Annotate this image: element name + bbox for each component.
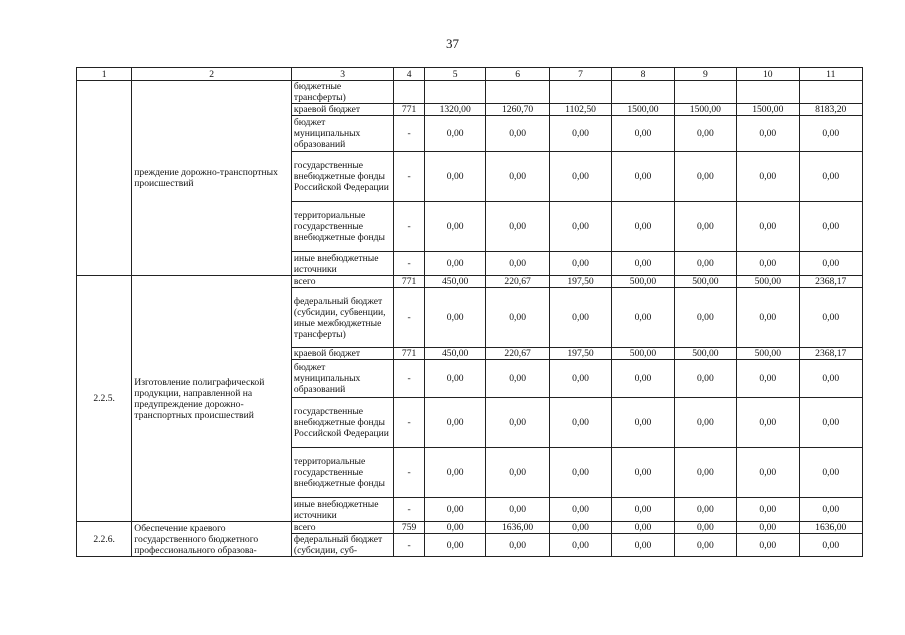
amount-cell: 0,00 [612,288,674,348]
amount-cell: 0,00 [486,152,549,202]
amount-cell: 0,00 [549,522,611,534]
amount-cell: 450,00 [424,348,485,360]
budget-table [76,67,863,557]
ministry-code: - [394,360,425,398]
amount-cell: 0,00 [674,252,736,276]
amount-cell: 0,00 [799,152,862,202]
amount-cell: 0,00 [486,288,549,348]
amount-cell [612,81,674,104]
ministry-code [394,81,425,104]
amount-cell [486,81,549,104]
ministry-code: - [394,448,425,498]
column-header: 1 [77,68,132,81]
amount-cell: 0,00 [674,152,736,202]
amount-cell: 0,00 [486,116,549,152]
amount-cell: 0,00 [486,360,549,398]
amount-cell: 0,00 [549,398,611,448]
amount-cell: 0,00 [424,534,485,557]
amount-cell: 0,00 [799,534,862,557]
amount-cell: 0,00 [549,360,611,398]
amount-cell: 1260,70 [486,104,549,116]
amount-cell: 0,00 [486,498,549,522]
amount-cell: 500,00 [674,348,736,360]
amount-cell [549,81,611,104]
amount-cell: 2368,17 [799,348,862,360]
amount-cell: 500,00 [612,276,674,288]
amount-cell: 0,00 [674,288,736,348]
amount-cell: 8183,20 [799,104,862,116]
funding-source: федеральный бюджет (субсидии, субвенции, иные межбюджетные трансферты) [291,288,393,348]
amount-cell: 0,00 [612,498,674,522]
table-row [77,522,863,534]
amount-cell: 0,00 [549,116,611,152]
column-header: 3 [291,68,393,81]
column-header: 9 [674,68,736,81]
column-header: 6 [486,68,549,81]
funding-source: краевой бюджет [291,104,393,116]
funding-source: всего [291,522,393,534]
funding-source: бюджетные трансферты) [291,81,393,104]
column-header: 4 [394,68,425,81]
amount-cell: 0,00 [424,498,485,522]
amount-cell: 197,50 [549,348,611,360]
amount-cell: 0,00 [486,252,549,276]
amount-cell: 0,00 [799,202,862,252]
item-code: 2.2.5. [77,276,132,522]
table-row [77,276,863,288]
column-header: 8 [612,68,674,81]
column-number-row [77,68,863,81]
amount-cell [424,81,485,104]
amount-cell: 0,00 [424,252,485,276]
amount-cell: 0,00 [549,202,611,252]
ministry-code: 771 [394,104,425,116]
funding-source: краевой бюджет [291,348,393,360]
amount-cell: 0,00 [674,448,736,498]
amount-cell: 1500,00 [737,104,799,116]
amount-cell: 0,00 [674,498,736,522]
amount-cell: 2368,17 [799,276,862,288]
column-header: 2 [132,68,292,81]
amount-cell: 0,00 [737,398,799,448]
amount-cell: 0,00 [674,116,736,152]
funding-source: территориальные государственные внебюджетные фонды [291,202,393,252]
amount-cell: 0,00 [549,498,611,522]
table-body [77,81,863,557]
amount-cell: 0,00 [737,288,799,348]
amount-cell: 0,00 [737,152,799,202]
amount-cell: 0,00 [424,448,485,498]
funding-source: федеральный бюджет (субсидии, суб- [291,534,393,557]
amount-cell: 1102,50 [549,104,611,116]
table-row [77,81,863,104]
amount-cell: 0,00 [549,288,611,348]
amount-cell: 0,00 [549,448,611,498]
ministry-code: - [394,116,425,152]
amount-cell: 0,00 [424,360,485,398]
amount-cell: 0,00 [612,252,674,276]
funding-source: иные внебюджетные источники [291,252,393,276]
item-code: 2.2.6. [77,522,132,557]
funding-source: бюджет муниципальных образований [291,360,393,398]
amount-cell: 0,00 [486,398,549,448]
amount-cell: 220,67 [486,276,549,288]
funding-source: всего [291,276,393,288]
amount-cell: 500,00 [737,348,799,360]
amount-cell: 0,00 [612,534,674,557]
amount-cell: 1500,00 [612,104,674,116]
amount-cell: 500,00 [737,276,799,288]
amount-cell: 500,00 [612,348,674,360]
item-title: Обеспечение краевого государственного бюджетного профессионального образова- [132,522,292,557]
ministry-code: - [394,498,425,522]
item-code [77,81,132,276]
column-header: 5 [424,68,485,81]
amount-cell: 1636,00 [486,522,549,534]
amount-cell: 0,00 [799,252,862,276]
ministry-code: - [394,152,425,202]
funding-source: государственные внебюджетные фонды Российской Федерации [291,152,393,202]
ministry-code: - [394,252,425,276]
amount-cell [737,81,799,104]
amount-cell: 0,00 [424,522,485,534]
amount-cell: 0,00 [424,202,485,252]
ministry-code: 759 [394,522,425,534]
amount-cell: 0,00 [424,288,485,348]
amount-cell: 0,00 [612,522,674,534]
amount-cell: 0,00 [674,534,736,557]
amount-cell: 1500,00 [674,104,736,116]
amount-cell: 0,00 [612,202,674,252]
amount-cell: 0,00 [737,448,799,498]
amount-cell: 0,00 [737,202,799,252]
amount-cell: 0,00 [674,202,736,252]
amount-cell: 0,00 [799,116,862,152]
funding-source: бюджет муниципальных образований [291,116,393,152]
amount-cell: 0,00 [737,360,799,398]
amount-cell: 0,00 [424,152,485,202]
amount-cell: 0,00 [737,252,799,276]
ministry-code: - [394,534,425,557]
column-header: 11 [799,68,862,81]
ministry-code: 771 [394,276,425,288]
item-title: Изготовление полиграфической продукции, направленной на предупреждение дорожно-транспортных происшествий [132,276,292,522]
amount-cell: 0,00 [486,448,549,498]
amount-cell [799,81,862,104]
amount-cell: 0,00 [424,398,485,448]
column-header: 10 [737,68,799,81]
column-header: 7 [549,68,611,81]
amount-cell: 0,00 [549,534,611,557]
funding-source: государственные внебюджетные фонды Российской Федерации [291,398,393,448]
amount-cell: 0,00 [799,360,862,398]
amount-cell: 0,00 [737,534,799,557]
amount-cell: 0,00 [486,534,549,557]
item-title: преждение дорожно-транспортных происшествий [132,81,292,276]
ministry-code: - [394,398,425,448]
amount-cell: 0,00 [737,522,799,534]
amount-cell: 450,00 [424,276,485,288]
amount-cell: 0,00 [799,448,862,498]
amount-cell: 0,00 [799,288,862,348]
funding-source: иные внебюджетные источники [291,498,393,522]
amount-cell: 0,00 [612,448,674,498]
amount-cell: 0,00 [674,360,736,398]
amount-cell: 0,00 [486,202,549,252]
ministry-code: - [394,202,425,252]
amount-cell: 0,00 [799,498,862,522]
amount-cell: 0,00 [549,252,611,276]
amount-cell: 1320,00 [424,104,485,116]
amount-cell: 0,00 [424,116,485,152]
amount-cell: 0,00 [674,398,736,448]
amount-cell: 220,67 [486,348,549,360]
funding-source: территориальные государственные внебюджетные фонды [291,448,393,498]
ministry-code: - [394,288,425,348]
amount-cell: 0,00 [612,116,674,152]
amount-cell [674,81,736,104]
ministry-code: 771 [394,348,425,360]
amount-cell: 500,00 [674,276,736,288]
amount-cell: 0,00 [612,360,674,398]
amount-cell: 0,00 [799,398,862,448]
amount-cell: 0,00 [549,152,611,202]
amount-cell: 0,00 [674,522,736,534]
amount-cell: 1636,00 [799,522,862,534]
amount-cell: 0,00 [612,398,674,448]
amount-cell: 197,50 [549,276,611,288]
page-number: 37 [446,36,459,51]
amount-cell: 0,00 [737,498,799,522]
amount-cell: 0,00 [737,116,799,152]
amount-cell: 0,00 [612,152,674,202]
